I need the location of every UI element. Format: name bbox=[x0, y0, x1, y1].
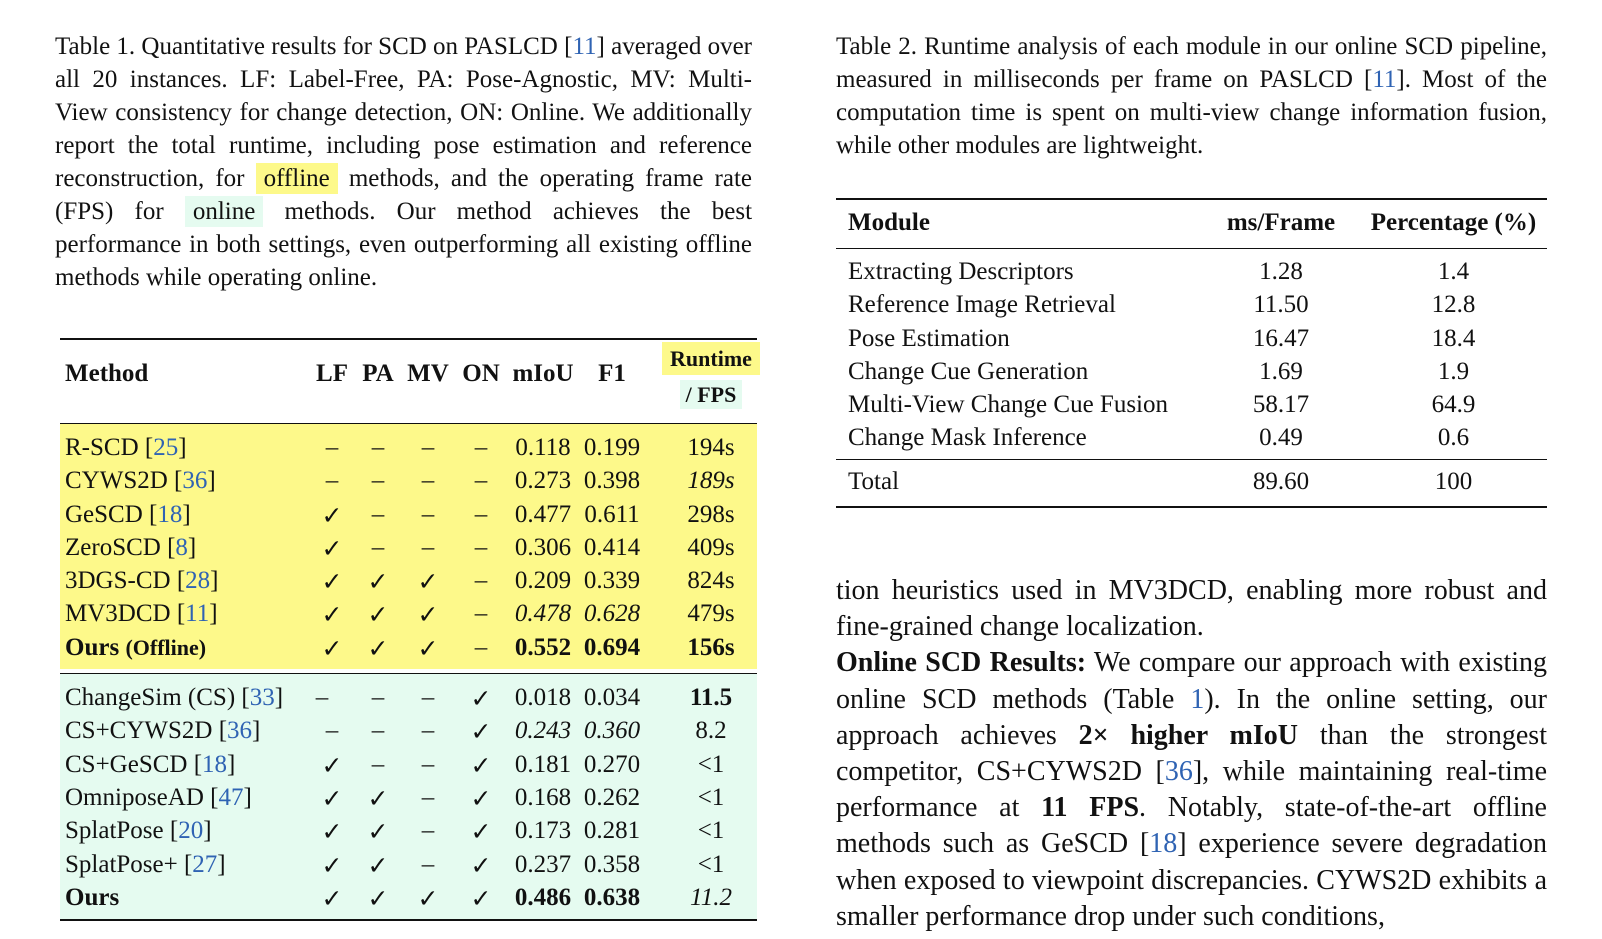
table-row: CYWS2D [36] – – – – 0.273 0.398 189s bbox=[65, 467, 735, 495]
citation-link[interactable]: 11 bbox=[1372, 66, 1397, 93]
table2-caption-label: Table 2. bbox=[836, 33, 918, 60]
citation-link[interactable]: 11 bbox=[572, 33, 597, 60]
paragraph: tion heuristics used in MV3DCD, enabling more robust and fine-grained change localization. bbox=[836, 575, 1547, 643]
table-row: Extracting Descriptors 1.28 1.4 bbox=[848, 258, 1470, 285]
header-lf: LF bbox=[316, 360, 348, 387]
table-row: Ours ✓ ✓ ✓ ✓ 0.486 0.638 11.2 bbox=[65, 883, 732, 913]
table-reference-link[interactable]: 1 bbox=[1190, 683, 1205, 715]
table-row: OmniposeAD [47] ✓ ✓ – ✓ 0.168 0.262 <1 bbox=[65, 783, 725, 813]
table-row: SplatPose [20] ✓ ✓ – ✓ 0.173 0.281 <1 bbox=[65, 817, 725, 847]
table1-caption-label: Table 1. bbox=[55, 33, 136, 60]
header-on: ON bbox=[462, 360, 500, 387]
header-method: Method bbox=[65, 360, 149, 387]
table-row: Reference Image Retrieval 11.50 12.8 bbox=[848, 291, 1476, 319]
table-row: Change Cue Generation 1.69 1.9 bbox=[848, 357, 1470, 385]
table-row: SplatPose+ [27] ✓ ✓ – ✓ 0.237 0.358 <1 bbox=[65, 850, 725, 880]
table1-header-row bbox=[60, 340, 757, 423]
header-runtime: Runtime bbox=[656, 346, 766, 372]
table-row: Change Mask Inference 0.49 0.6 bbox=[848, 424, 1470, 452]
citation-link[interactable]: 27 bbox=[192, 850, 218, 878]
citation-link[interactable]: 36 bbox=[182, 467, 208, 495]
table-row: CS+CYWS2D [36] – – – ✓ 0.243 0.360 8.2 bbox=[65, 717, 727, 747]
table2-total-row: Total 89.60 100 bbox=[848, 467, 1473, 495]
table1-caption: Table 1. Quantitative results for SCD on PASLCD [11] averaged over all 20 instances. LF: Label-Free, PA: Pose-Agnostic, MV: Multi-View consistency for change detection, ON: Online. We additionally report the total runtime, including pose estimation and reference reconstruction, for offline methods, and the operating frame rate (FPS) for online methods. Our method achieves the best performance in both settings, even outperforming all existing offline methods while operating online. bbox=[55, 33, 753, 291]
header-percentage: Percentage (%) bbox=[1370, 209, 1537, 236]
online-highlight: online bbox=[185, 196, 264, 227]
header-miou: mIoU bbox=[512, 360, 574, 387]
citation-link[interactable]: 20 bbox=[178, 817, 204, 845]
table2-caption: Table 2. Runtime analysis of each module in our online SCD pipeline, measured in milliseconds per frame on PASLCD [11]. Most of the computation time is spent on multi-view change information fusion, while other modules are lightweight. bbox=[836, 33, 1547, 159]
table-row: ZeroSCD [8] ✓ – – – 0.306 0.414 409s bbox=[65, 533, 735, 563]
table-row: Pose Estimation 16.47 18.4 bbox=[848, 324, 1476, 352]
citation-link[interactable]: 18 bbox=[157, 500, 183, 528]
citation-link[interactable]: 18 bbox=[1149, 828, 1178, 860]
table-row: R-SCD [25] – – – – 0.118 0.199 194s bbox=[65, 434, 735, 461]
section-heading: Online SCD Results: bbox=[836, 647, 1087, 679]
citation-link[interactable]: 18 bbox=[202, 750, 228, 778]
table-row: 3DGS-CD [28] ✓ ✓ ✓ – 0.209 0.339 824s bbox=[65, 567, 735, 597]
table-row: CS+GeSCD [18] ✓ – – ✓ 0.181 0.270 <1 bbox=[65, 750, 725, 780]
citation-link[interactable]: 47 bbox=[218, 783, 244, 811]
citation-link[interactable]: 25 bbox=[153, 434, 179, 461]
table-row: Multi-View Change Cue Fusion 58.17 64.9 bbox=[848, 391, 1476, 419]
body-text bbox=[836, 573, 1547, 935]
citation-link[interactable]: 36 bbox=[1164, 756, 1193, 788]
table-row: ChangeSim (CS) [33] – – – ✓ 0.018 0.034 11.5 bbox=[65, 684, 733, 714]
table-row: GeSCD [18] ✓ – – – 0.477 0.611 298s bbox=[65, 500, 735, 530]
paragraph-online-results: Online SCD Results: We compare our approach with existing online SCD methods (Table 1). In the online setting, our approach achieves 2× higher mIoU than the strongest competitor, CS+CYWS2D [36], while maintaining real-time performance at 11 FPS. Notably, state-of-the-art offline methods such as GeSCD [18] experience severe degradation when exposed to viewpoint discrepancies. CYWS2D exhibits a smaller performance drop under such conditions, bbox=[836, 647, 1547, 932]
table1-bottom-rule bbox=[60, 919, 757, 921]
header-fps: / FPS bbox=[656, 382, 766, 408]
offline-group bbox=[60, 424, 757, 669]
table2-bottom-rule bbox=[836, 506, 1547, 508]
table1 bbox=[60, 338, 757, 921]
header-mv: MV bbox=[407, 360, 449, 387]
table2 bbox=[836, 198, 1547, 508]
offline-highlight: offline bbox=[256, 163, 338, 194]
header-module: Module bbox=[848, 209, 930, 236]
header-f1: F1 bbox=[598, 360, 626, 387]
citation-link[interactable]: 36 bbox=[227, 717, 253, 745]
table-row: MV3DCD [11] ✓ ✓ ✓ – 0.478 0.628 479s bbox=[65, 600, 735, 630]
citation-link[interactable]: 11 bbox=[185, 600, 210, 628]
table2-header-row bbox=[836, 200, 1547, 248]
citation-link[interactable]: 33 bbox=[249, 684, 275, 712]
header-pa: PA bbox=[362, 360, 394, 387]
online-group bbox=[60, 674, 757, 919]
citation-link[interactable]: 28 bbox=[185, 567, 211, 595]
header-ms-frame: ms/Frame bbox=[1226, 209, 1336, 236]
table-row: Ours (Offline) ✓ ✓ ✓ – 0.552 0.694 156s bbox=[65, 633, 735, 663]
citation-link[interactable]: 8 bbox=[175, 533, 188, 561]
